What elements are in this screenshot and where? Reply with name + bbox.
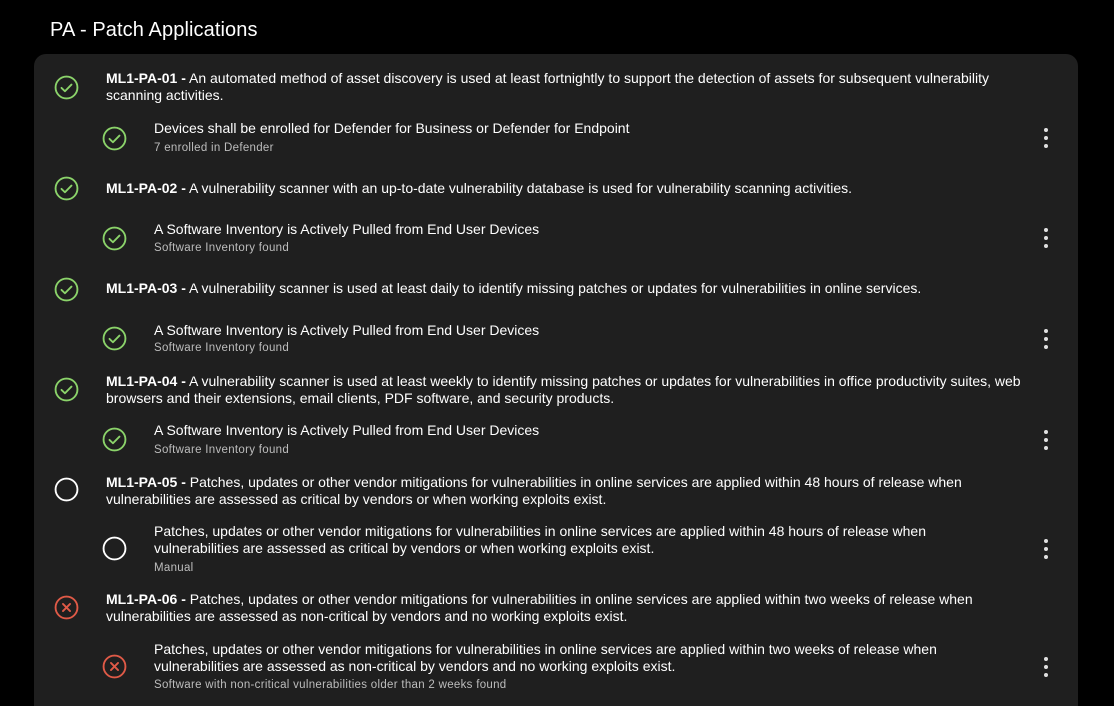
more-vertical-icon[interactable] — [1034, 655, 1058, 679]
control-text: Patches, updates or other vendor mitigations for vulnerabilities in online services are applied within two weeks of release when vulnerabilities are assessed as non-critical by vendors and no working exploits exist. — [106, 591, 973, 624]
control-id: ML1-PA-03 - — [106, 280, 186, 296]
more-vertical-icon[interactable] — [1034, 126, 1058, 150]
control-description — [106, 591, 1032, 625]
page-title: PA - Patch Applications — [50, 19, 258, 41]
requirement-title: Patches, updates or other vendor mitigations for vulnerabilities in online services are applied within 48 hours of release when vulnerabilities are assessed as critical by vendors or when working exploits exist. — [154, 523, 926, 556]
control-text: An automated method of asset discovery is used at least fortnightly to support the detection of assets for subsequent vulnerability scanning activities. — [106, 70, 989, 103]
control-description — [106, 70, 1032, 104]
control-description — [106, 373, 1032, 407]
control-id: ML1-PA-04 - — [106, 373, 186, 389]
requirement-status-text: Software Inventory found — [154, 342, 290, 354]
control-text: Patches, updates or other vendor mitigations for vulnerabilities in online services are applied within 48 hours of release when vulnerabilities are assessed as critical by vendors or when working exploits exist. — [106, 474, 962, 507]
control-description — [106, 474, 1032, 508]
control-id: ML1-PA-02 - — [106, 180, 186, 196]
empty-circle-icon — [54, 477, 79, 502]
more-vertical-icon[interactable] — [1034, 327, 1058, 351]
more-vertical-icon[interactable] — [1034, 537, 1058, 561]
check-circle-icon — [54, 176, 79, 201]
control-description — [106, 280, 1032, 297]
check-circle-icon — [54, 75, 79, 100]
requirement-status-text: 7 enrolled in Defender — [154, 142, 274, 154]
control-id: ML1-PA-01 - — [106, 70, 186, 86]
check-circle-icon — [102, 326, 127, 351]
check-circle-icon — [102, 427, 127, 452]
control-text: A vulnerability scanner with an up-to-date vulnerability database is used for vulnerability scanning activities. — [188, 180, 853, 196]
controls-card — [34, 54, 1078, 706]
control-description — [106, 180, 1032, 197]
check-circle-icon — [102, 126, 127, 151]
check-circle-icon — [102, 226, 127, 251]
control-id: ML1-PA-06 - — [106, 591, 186, 607]
requirement-title: A Software Inventory is Actively Pulled from End User Devices — [154, 322, 540, 338]
more-vertical-icon[interactable] — [1034, 226, 1058, 250]
requirement-status-text: Software with non-critical vulnerabilities older than 2 weeks found — [154, 679, 507, 691]
requirement-title: A Software Inventory is Actively Pulled from End User Devices — [154, 221, 540, 237]
control-id: ML1-PA-05 - — [106, 474, 186, 490]
requirement-status-text: Manual — [154, 562, 194, 574]
check-circle-icon — [54, 277, 79, 302]
empty-circle-icon — [102, 536, 127, 561]
more-vertical-icon[interactable] — [1034, 428, 1058, 452]
requirement-status-text: Software Inventory found — [154, 242, 290, 254]
check-circle-icon — [54, 377, 79, 402]
control-text: A vulnerability scanner is used at least daily to identify missing patches or updates for vulnerabilities in online services. — [188, 280, 922, 296]
control-text: A vulnerability scanner is used at least weekly to identify missing patches or updates for vulnerabilities in office productivity suites, web browsers and their extensions, email clients, PDF software, and security products. — [106, 373, 1021, 406]
x-circle-icon — [102, 654, 127, 679]
requirement-title: Patches, updates or other vendor mitigations for vulnerabilities in online services are applied within two weeks of release when vulnerabilities are assessed as non-critical by vendors and no working exploits exist. — [154, 641, 937, 674]
requirement-title: Devices shall be enrolled for Defender for Business or Defender for Endpoint — [154, 120, 630, 136]
x-circle-icon — [54, 595, 79, 620]
requirement-title: A Software Inventory is Actively Pulled from End User Devices — [154, 422, 540, 438]
requirement-status-text: Software Inventory found — [154, 444, 290, 456]
